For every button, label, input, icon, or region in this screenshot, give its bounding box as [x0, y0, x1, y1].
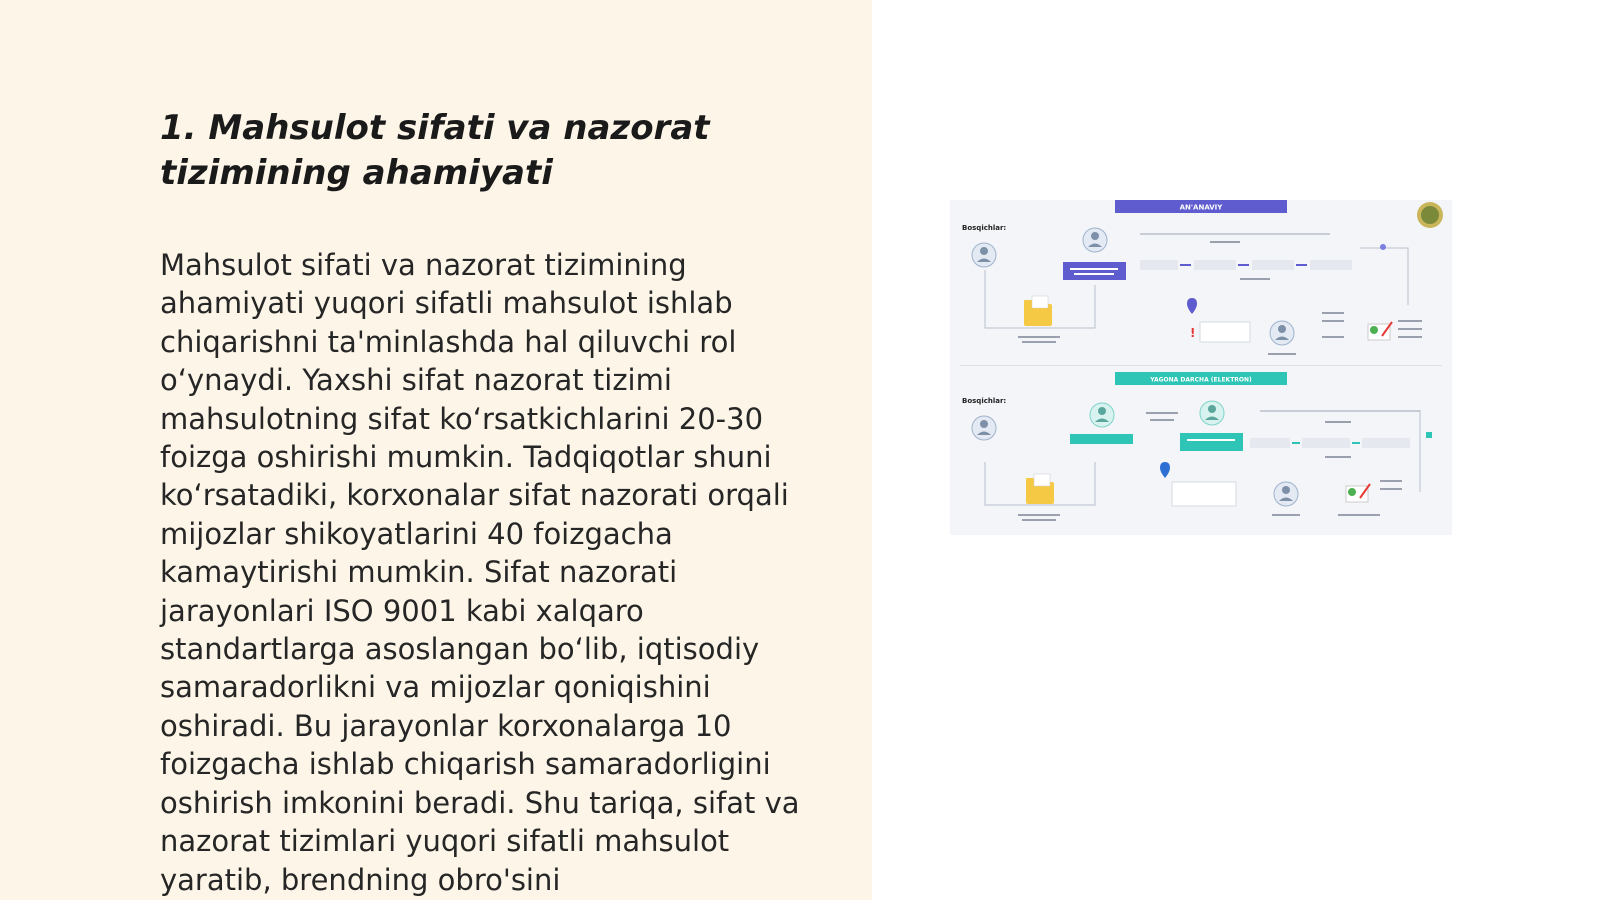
emblem-icon: [1417, 202, 1443, 228]
person-icon: [972, 416, 996, 440]
bottom-banner-label: YAGONA DARCHA (ELEKTRON): [1150, 376, 1252, 384]
process-diagram-image: [950, 200, 1452, 535]
stamp-icon: [1368, 322, 1392, 340]
folder-icon: [1024, 296, 1052, 326]
stages-label-bottom: Bosqichlar:: [962, 397, 1007, 405]
warning-icon: !: [1190, 326, 1196, 340]
person-icon: [1274, 482, 1298, 506]
stages-label-top: Bosqichlar:: [962, 224, 1007, 232]
top-banner-label: AN'ANAVIY: [1179, 203, 1223, 212]
stamp-icon: [1346, 484, 1370, 502]
slide-body-text: Mahsulot sifati va nazorat tizimining ahamiyati yuqori sifatli mahsulot ishlab chiqarishni ta'minlashda hal qiluvchi rol o‘ynaydi. Yaxshi sifat nazorat tizimi mahsulotning sifat ko‘rsatkichlarini 20-30 foizga oshirishi mumkin. Tadqiqotlar shuni ko‘rsatadiki, korxonalar sifat nazorati orqali mijozlar shikoyatlarini 40 foizgacha kamaytirishi mumkin. Sifat nazorati jarayonlari ISO 9001 kabi xalqaro standartlarga asoslangan bo‘lib, iqtisodiy samaradorlikni va mijozlar qoniqishini oshiradi. Bu jarayonlar korxonalarga 10 foizgacha ishlab chiqarish samaradorligini oshirish imkonini beradi. Shu tariqa, sifat va nazorat tizimlari yuqori sifatli mahsulot yaratib, brendning obro'sini: [160, 248, 800, 897]
person-icon: [1200, 401, 1224, 425]
folder-icon: [1026, 474, 1054, 504]
slide-title: 1. Mahsulot sifati va nazorat tizimining ahamiyati: [160, 108, 710, 193]
person-icon: [972, 243, 996, 267]
person-icon: [1270, 321, 1294, 345]
person-icon: [1083, 228, 1107, 252]
person-icon: [1090, 403, 1114, 427]
